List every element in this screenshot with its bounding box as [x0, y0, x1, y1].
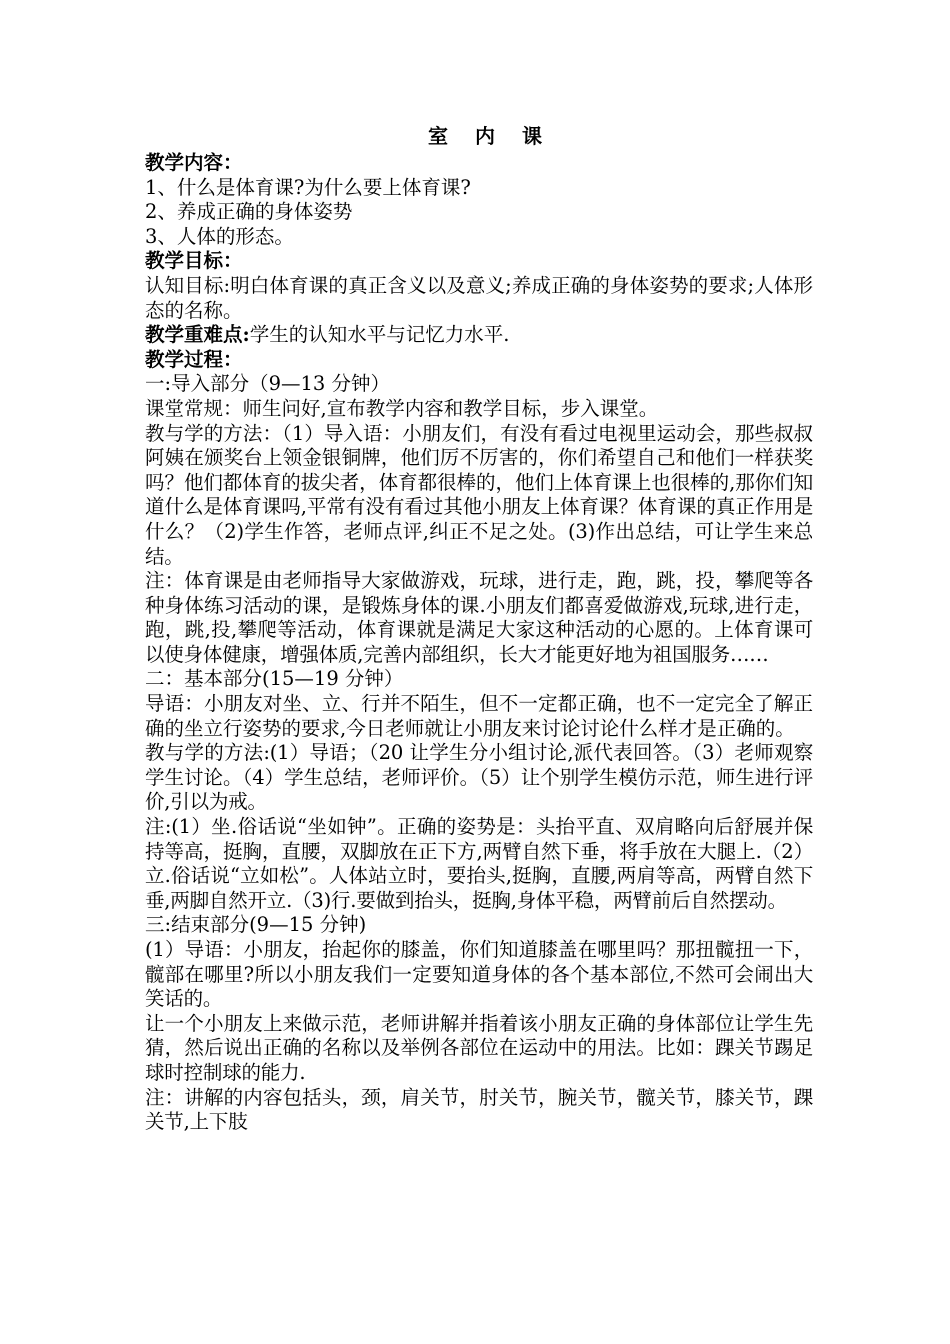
part3-title: 三:结束部分(9—15 分钟) [145, 913, 367, 937]
goal-heading: 教学目标： [145, 249, 243, 273]
part2-title: 二：基本部分(15—19 分钟） [145, 667, 404, 691]
lesson-plan-body [145, 124, 813, 1135]
part3-intro: (1）导语：小朋友，抬起你的膝盖，你们知道膝盖在哪里吗？那扭髋扭一下，髋部在哪里?所以小朋友我们一定要知道身体的各个基本部位,不然可会闹出大笑话的。 [145, 938, 813, 1011]
part2-intro: 导语：小朋友对坐、立、行并不陌生，但不一定都正确，也不一定完全了解正确的坐立行姿势的要求,今日老师就让小朋友来讨论讨论什么样才是正确的。 [145, 692, 813, 740]
content-heading: 教学内容： [145, 151, 243, 174]
content-item: 2、养成正确的身体姿势 [145, 200, 353, 224]
part1-routine: 课堂常规：师生问好,宣布教学内容和教学目标，步入课堂。 [145, 396, 659, 420]
part2-methods: 教与学的方法:(1）导语；（20 让学生分小组讨论,派代表回答。（3）老师观察学生讨论。（4）学生总结，老师评价。（5）让个别学生模仿示范，师生进行评价,引以为戒。 [145, 741, 813, 814]
difficulty-label: 教学重难点: [145, 323, 250, 347]
content-item: 1、什么是体育课?为什么要上体育课? [145, 175, 471, 199]
goal-text: 认知目标:明白体育课的真正含义以及意义;养成正确的身体姿势的要求;人体形态的名称。 [145, 273, 813, 322]
document-title: 室 内 课 [428, 124, 552, 148]
part3-note: 注：讲解的内容包括头，颈，肩关节，肘关节，腕关节，髋关节，膝关节，踝关节,上下肢 [145, 1085, 813, 1134]
part1-title: 一:导入部分（9—13 分钟） [145, 372, 390, 396]
content-item: 3、人体的形态。 [145, 224, 294, 248]
difficulty-line [145, 323, 813, 348]
part2-note: 注:(1）坐.俗话说“坐如钟”。正确的姿势是：头抬平直、双肩略向后舒展并保持等高，挺胸，直腰，双脚放在正下方,两臂自然下垂，将手放在大腿上.（2）立.俗话说“立如松”。人体站立时，要抬头,挺胸，直腰,两肩等高，两臂自然下垂,两脚自然开立.（3)行.要做到抬头，挺胸,身体平稳，两臂前后自然摆动。 [145, 815, 813, 912]
part1-note: 注：体育课是由老师指导大家做游戏，玩球，进行走，跑，跳，投，攀爬等各种身体练习活动的课，是锻炼身体的课.小朋友们都喜爱做游戏,玩球,进行走，跑，跳,投,攀爬等活动，体育课就是满足大家这种活动的心愿的。上体育课可以使身体健康，增强体质,完善内部组织，长大才能更好地为祖国服务…… [145, 569, 813, 666]
part3-demo: 让一个小朋友上来做示范，老师讲解并指着该小朋友正确的身体部位让学生先猜，然后说出正确的名称以及举例各部位在运动中的用法。比如：踝关节踢足球时控制球的能力. [145, 1011, 813, 1084]
difficulty-text: 学生的认知水平与记忆力水平. [249, 323, 510, 347]
part1-methods: 教与学的方法：（1）导入语：小朋友们，有没有看过电视里运动会，那些叔叔阿姨在颁奖台上领金银铜牌，他们厉不厉害的，你们希望自己和他们一样获奖吗？他们都体育的拔尖者，体育都很棒的，他们上体育课上也很棒的,那你们知道什么是体育课吗,平常有没有看过其他小朋友上体育课？体育课的真正作用是什么？（2)学生作答，老师点评,纠正不足之处。(3)作出总结，可让学生来总结。 [145, 421, 813, 568]
process-heading: 教学过程： [145, 347, 243, 371]
